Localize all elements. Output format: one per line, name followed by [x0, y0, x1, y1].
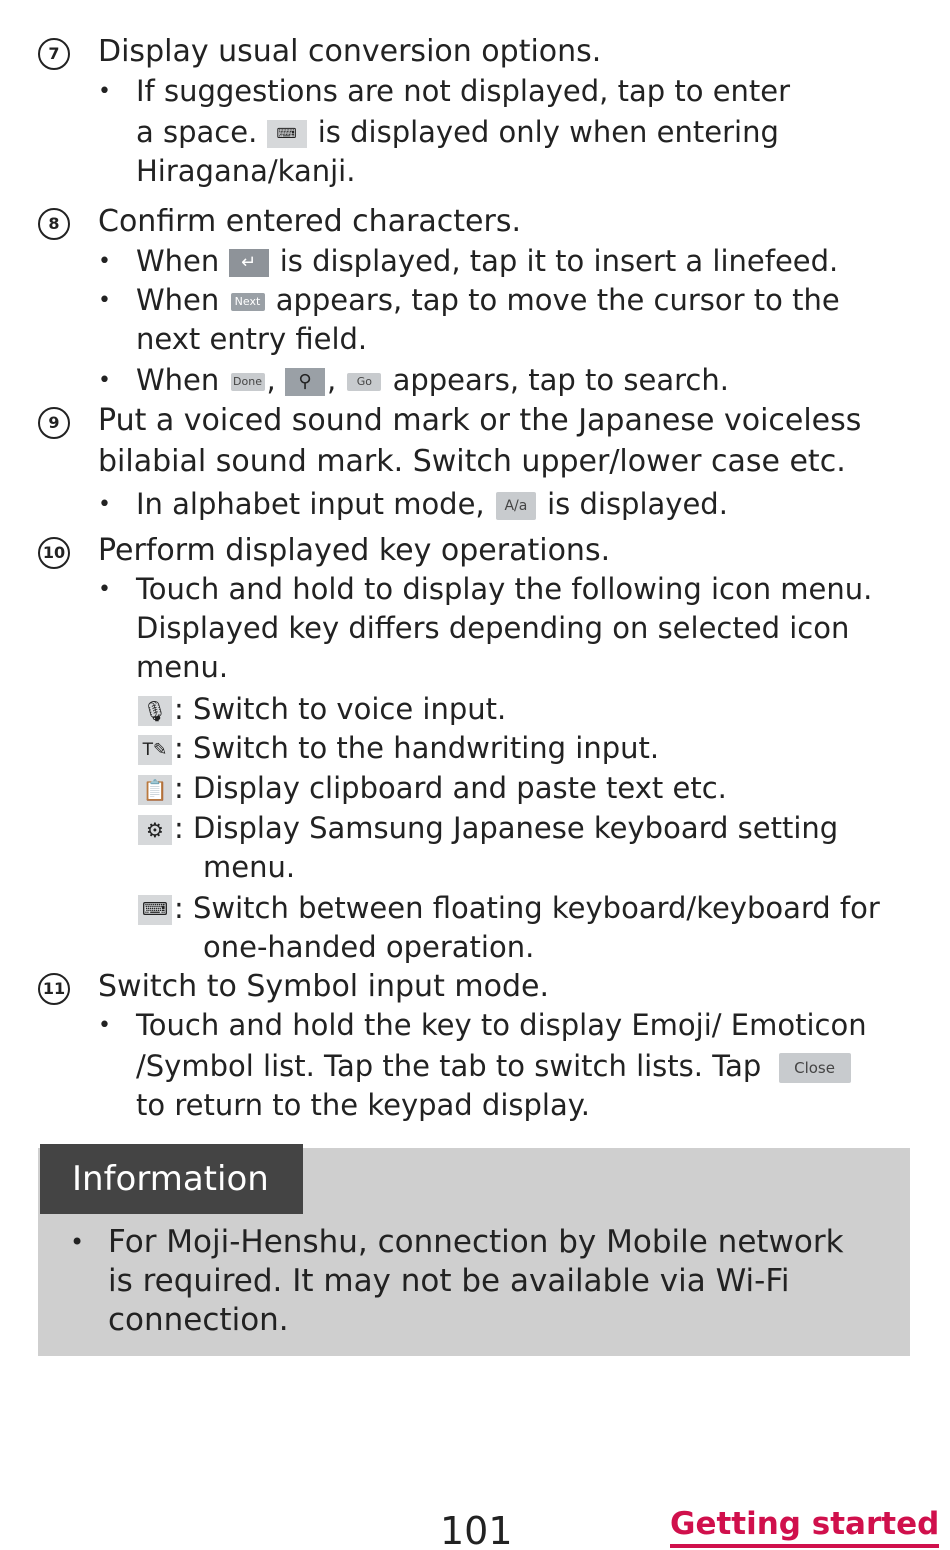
text: is displayed, tap it to insert a linefeed.	[279, 244, 839, 278]
settings-row-line-2: menu.	[203, 850, 296, 884]
item-11-bullet-1-line-3: to return to the keypad display.	[136, 1088, 590, 1122]
clipboard-icon: 📋	[138, 775, 172, 805]
item-11-bullet-1-line-1: Touch and hold the key to display Emoji/ Emoticon	[136, 1008, 867, 1042]
floating-keyboard-row	[138, 889, 880, 928]
enter-icon: ↵	[229, 249, 269, 277]
bullet: •	[98, 1013, 111, 1038]
item-9-bullet-1	[136, 485, 728, 524]
item-10-bullet-1-line-1: Touch and hold to display the following icon menu.	[136, 572, 873, 606]
done-key: Done	[231, 373, 265, 391]
item-number-8: 8	[38, 208, 70, 240]
item-8-bullet-1	[136, 242, 838, 281]
item-number-10: 10	[38, 537, 70, 569]
item-10-title: Perform displayed key operations.	[98, 533, 611, 568]
voice-input-row	[138, 690, 506, 729]
item-10-bullet-1-line-2: Displayed key differs depending on selected icon	[136, 611, 850, 645]
bullet: •	[98, 249, 111, 274]
information-line-3: connection.	[108, 1302, 289, 1338]
text: : Switch to the handwriting input.	[174, 731, 660, 765]
item-number-9: 9	[38, 407, 70, 439]
text: In alphabet input mode,	[136, 487, 485, 521]
item-9-title-line-2: bilabial sound mark. Switch upper/lower case etc.	[98, 444, 846, 479]
bullet: •	[98, 368, 111, 393]
item-7-bullet-1-line-3: Hiragana/kanji.	[136, 154, 356, 188]
text: a space.	[136, 115, 258, 149]
text: /Symbol list. Tap the tab to switch lists. Tap	[136, 1049, 762, 1083]
bullet: •	[98, 79, 111, 104]
text: is displayed only when entering	[317, 115, 779, 149]
item-7-bullet-1-line-1: If suggestions are not displayed, tap to enter	[136, 74, 791, 108]
floating-keyboard-row-line-2: one-handed operation.	[203, 930, 535, 964]
settings-row	[138, 809, 838, 848]
text: : Display clipboard and paste text etc.	[174, 771, 727, 805]
item-11-bullet-1-line-2	[136, 1047, 853, 1086]
microphone-icon: 🎙	[138, 696, 172, 726]
text: When	[136, 244, 220, 278]
alphabet-case-key: A/a	[496, 492, 536, 520]
bullet: •	[98, 492, 111, 517]
information-line-1: For Moji-Henshu, connection by Mobile network	[108, 1224, 844, 1260]
text: is displayed.	[547, 487, 728, 521]
item-11-title: Switch to Symbol input mode.	[98, 969, 549, 1004]
clipboard-row	[138, 769, 727, 808]
handwriting-icon: T✎	[138, 735, 172, 765]
next-key: Next	[231, 293, 265, 311]
text: When	[136, 283, 220, 317]
text: appears, tap to search.	[392, 363, 729, 397]
item-8-bullet-2-line-1	[136, 281, 840, 320]
go-key: Go	[347, 373, 381, 391]
section-link[interactable]: Getting started	[670, 1504, 939, 1548]
item-9-title-line-1: Put a voiced sound mark or the Japanese voiceless	[98, 403, 862, 438]
keyboard-icon: ⌨	[267, 120, 307, 148]
bullet: •	[70, 1228, 85, 1256]
information-heading: Information	[40, 1144, 303, 1214]
item-number-11: 11	[38, 973, 70, 1005]
item-number-7: 7	[38, 38, 70, 70]
bullet: •	[98, 577, 111, 602]
item-8-bullet-3: When Done , ⚲ , Go appears, tap to search.	[136, 363, 729, 397]
item-8-bullet-2-line-2: next entry field.	[136, 322, 368, 356]
close-key: Close	[779, 1053, 851, 1083]
text: When	[136, 363, 220, 397]
handwriting-row	[138, 729, 659, 768]
bullet: •	[98, 288, 111, 313]
floating-keyboard-icon: ⌨	[138, 895, 172, 925]
text: : Switch between floating keyboard/keyboard for	[174, 891, 880, 925]
item-7-title: Display usual conversion options.	[98, 34, 602, 69]
gear-icon: ⚙	[138, 815, 172, 845]
text: : Display Samsung Japanese keyboard setting	[174, 811, 839, 845]
text: appears, tap to move the cursor to the	[275, 283, 840, 317]
text: : Switch to voice input.	[174, 692, 507, 726]
item-10-bullet-1-line-3: menu.	[136, 650, 229, 684]
item-7-bullet-1-line-2	[136, 113, 779, 152]
item-8-title: Confirm entered characters.	[98, 204, 522, 239]
page-number: 101	[440, 1509, 513, 1550]
search-icon: ⚲	[285, 368, 325, 396]
information-line-2: is required. It may not be available via Wi-Fi	[108, 1263, 790, 1299]
